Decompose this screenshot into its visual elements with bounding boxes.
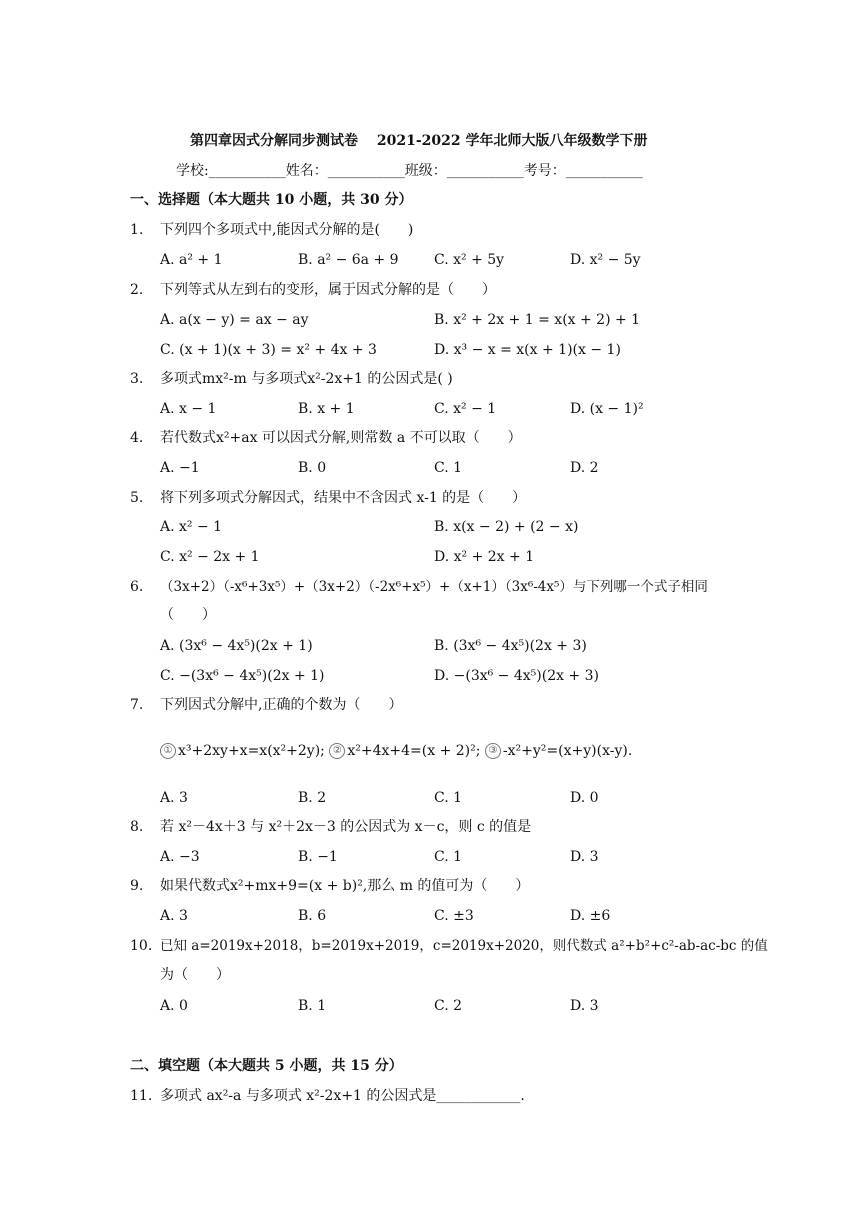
option-a[interactable]: A. (3x⁶ − 4x⁵)(2x + 1) <box>160 638 313 654</box>
option-d[interactable]: D. 3 <box>570 998 599 1014</box>
question-stem: 下列因式分解中,正确的个数为（ ） <box>160 697 403 713</box>
option-b[interactable]: B. 0 <box>298 460 327 476</box>
option-d[interactable]: D. 0 <box>570 790 599 806</box>
option-d[interactable]: D. x³ − x = x(x + 1)(x − 1) <box>434 342 621 358</box>
option-b[interactable]: B. (3x⁶ − 4x⁵)(2x + 3) <box>434 638 587 654</box>
option-c[interactable]: C. 1 <box>434 790 463 806</box>
option-c[interactable]: C. 2 <box>434 998 463 1014</box>
question-stem: 若 x²－4x＋3 与 x²＋2x－3 的公因式为 x－c，则 c 的值是 <box>160 819 532 835</box>
question-stem: 已知 a=2019x+2018，b=2019x+2019，c=2019x+2020，则代数式 a²+b²+c²-ab-ac-bc 的值 <box>160 938 768 954</box>
option-a[interactable]: A. a² + 1 <box>160 252 223 268</box>
option-a[interactable]: A. x − 1 <box>160 401 217 417</box>
question-stem: 下列四个多项式中,能因式分解的是( ) <box>160 222 414 238</box>
option-b[interactable]: B. a² − 6a + 9 <box>298 252 399 268</box>
question-stem: 多项式mx²-m 与多项式x²-2x+1 的公因式是( ) <box>160 371 453 387</box>
option-b[interactable]: B. −1 <box>298 849 338 865</box>
question-number: 11. <box>130 1088 153 1104</box>
question-number: 3. <box>130 371 144 387</box>
question-stem: 多项式 ax²-a 与多项式 x²-2x+1 的公因式是____________. <box>160 1088 525 1104</box>
option-a[interactable]: A. 3 <box>160 908 188 924</box>
option-d[interactable]: D. 2 <box>570 460 599 476</box>
option-d[interactable]: D. x² + 2x + 1 <box>434 549 535 565</box>
student-info-line: 学校:___________姓名：___________班级：___________考号：___________ <box>176 163 643 179</box>
circled-number-3: ③ <box>485 743 501 759</box>
question-stem: 如果代数式x²+mx+9=(x + b)²,那么 m 的值可为（ ） <box>160 878 530 894</box>
question-stem: 若代数式x²+ax 可以因式分解,则常数 a 不可以取（ ） <box>160 430 522 446</box>
option-d[interactable]: D. 3 <box>570 849 599 865</box>
statement-2: x²+4x+4=(x + 2)²; <box>347 743 481 759</box>
question-number: 5. <box>130 490 144 506</box>
option-c[interactable]: C. 1 <box>434 849 463 865</box>
question-stem-continued: 为（ ） <box>160 967 230 983</box>
question-stem: 将下列多项式分解因式，结果中不含因式 x-1 的是（ ） <box>160 490 527 506</box>
statement-1: x³+2xy+x=x(x²+2y); <box>178 743 325 759</box>
statement-list <box>160 742 632 760</box>
question-number: 7. <box>130 697 144 713</box>
section-heading-choice: 一、选择题（本大题共 10 小题，共 30 分） <box>130 192 413 208</box>
option-a[interactable]: A. a(x − y) = ax − ay <box>160 312 309 328</box>
circled-number-1: ① <box>160 743 176 759</box>
option-b[interactable]: B. 2 <box>298 790 327 806</box>
option-a[interactable]: A. −1 <box>160 460 200 476</box>
question-number: 9. <box>130 878 144 894</box>
question-number: 6. <box>130 579 144 595</box>
question-stem: 下列等式从左到右的变形，属于因式分解的是（ ） <box>160 282 496 298</box>
option-b[interactable]: B. 1 <box>298 998 327 1014</box>
option-a[interactable]: A. x² − 1 <box>160 519 223 535</box>
option-d[interactable]: D. (x − 1)² <box>570 401 644 417</box>
option-c[interactable]: C. x² + 5y <box>434 252 505 268</box>
option-a[interactable]: A. 0 <box>160 998 188 1014</box>
option-d[interactable]: D. −(3x⁶ − 4x⁵)(2x + 3) <box>434 668 600 684</box>
option-b[interactable]: B. 6 <box>298 908 327 924</box>
question-number: 4. <box>130 430 144 446</box>
option-d[interactable]: D. ±6 <box>570 908 611 924</box>
option-d[interactable]: D. x² − 5y <box>570 252 641 268</box>
option-c[interactable]: C. 1 <box>434 460 463 476</box>
option-c[interactable]: C. ±3 <box>434 908 474 924</box>
question-number: 8. <box>130 819 144 835</box>
page-title: 第四章因式分解同步测试卷 2021-2022 学年北师大版八年级数学下册 <box>190 133 648 149</box>
question-stem: （3x+2）（-x⁶+3x⁵）+（3x+2）（-2x⁶+x⁵）+（x+1）（3x⁶-4x⁵）与下列哪一个式子相同 <box>160 579 708 595</box>
option-b[interactable]: B. x + 1 <box>298 401 355 417</box>
option-c[interactable]: C. x² − 2x + 1 <box>160 549 260 565</box>
option-a[interactable]: A. −3 <box>160 849 200 865</box>
option-b[interactable]: B. x(x − 2) + (2 − x) <box>434 519 579 535</box>
circled-number-2: ② <box>329 743 345 759</box>
section-heading-fill-in: 二、填空题（本大题共 5 小题，共 15 分） <box>130 1058 403 1074</box>
question-number: 1. <box>130 222 144 238</box>
option-c[interactable]: C. x² − 1 <box>434 401 497 417</box>
option-c[interactable]: C. −(3x⁶ − 4x⁵)(2x + 1) <box>160 668 325 684</box>
question-number: 10. <box>130 938 153 954</box>
option-a[interactable]: A. 3 <box>160 790 188 806</box>
option-b[interactable]: B. x² + 2x + 1 = x(x + 2) + 1 <box>434 312 641 328</box>
question-stem-continued: （ ） <box>160 607 216 623</box>
statement-3: -x²+y²=(x+y)(x-y). <box>502 743 633 759</box>
question-number: 2. <box>130 282 144 298</box>
option-c[interactable]: C. (x + 1)(x + 3) = x² + 4x + 3 <box>160 342 377 358</box>
